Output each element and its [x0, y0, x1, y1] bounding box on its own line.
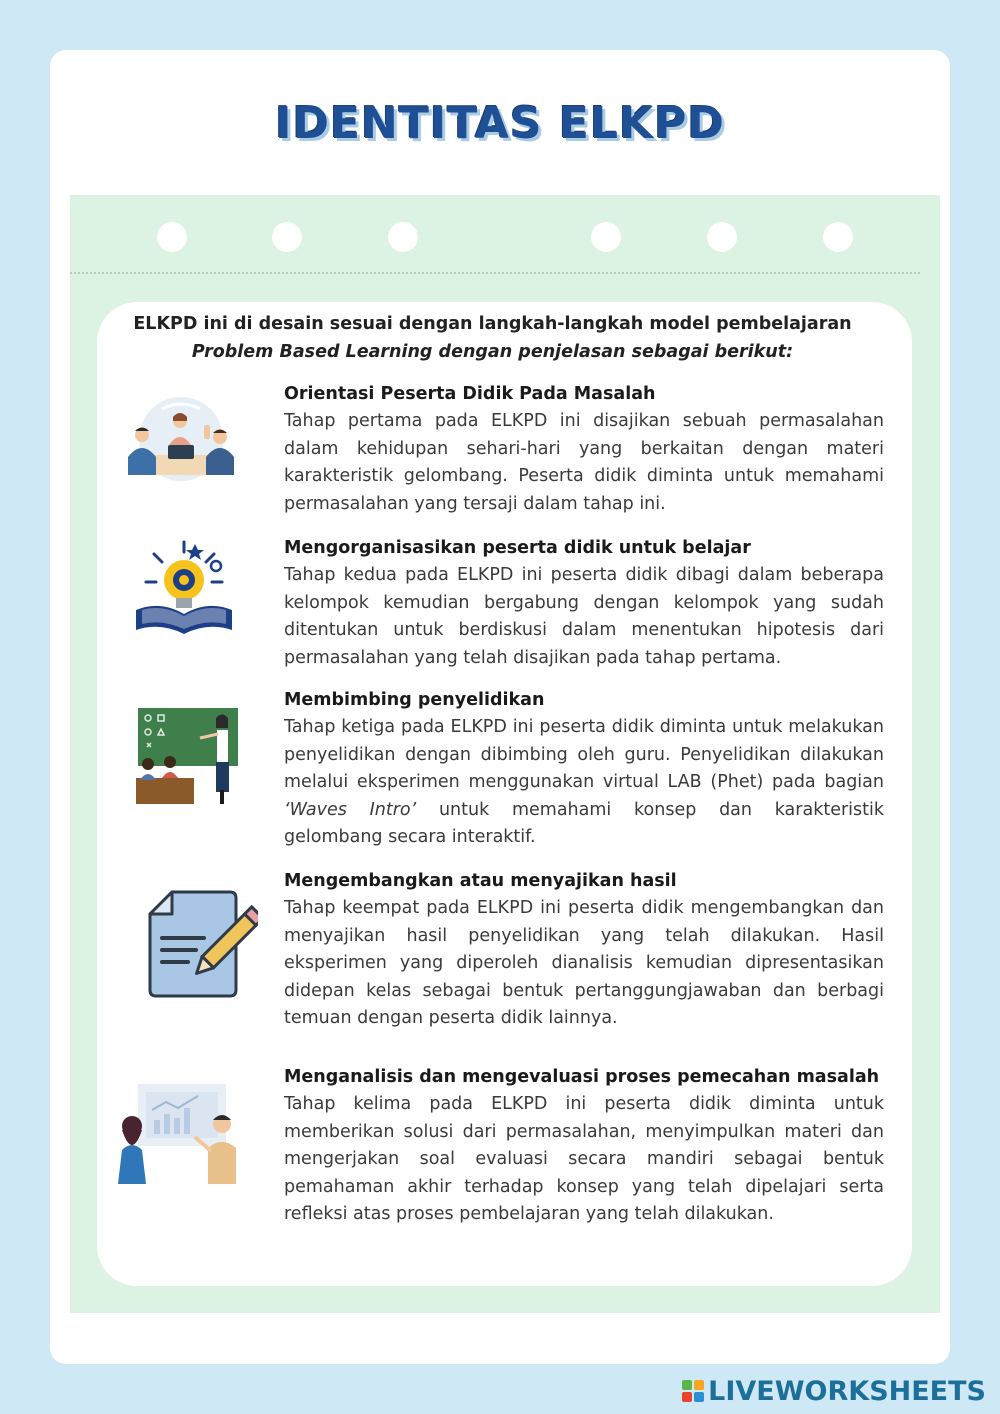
- step-orientasi: [284, 380, 884, 518]
- step-heading: Orientasi Peserta Didik Pada Masalah: [284, 384, 656, 404]
- page-title: IDENTITAS ELKPD: [275, 98, 725, 149]
- brand-name: LIVEWORKSHEETS: [708, 1375, 986, 1407]
- step-heading: Menganalisis dan mengevaluasi proses pemecahan masalah: [284, 1067, 880, 1087]
- step-body-text: untuk memahami konsep dan karakteristik gelombang secara interaktif.: [284, 799, 884, 848]
- step-body: Tahap kelima pada ELKPD ini peserta didik diminta untuk memberikan solusi dari permasalahan, menyimpulkan materi dan mengerjakan soal evaluasi secara mandiri sebagai bentuk pemahaman akhir terhadap konsep yang telah dipelajari serta refleksi atas proses pembelajaran yang telah dilakukan.: [284, 1094, 884, 1225]
- liveworksheets-brand: [682, 1376, 986, 1406]
- step-heading: Mengembangkan atau menyajikan hasil: [284, 871, 677, 891]
- binder-hole: [272, 222, 302, 252]
- binder-hole: [707, 222, 737, 252]
- step-heading: Membimbing penyelidikan: [284, 690, 545, 710]
- step-body-italic: ‘Waves Intro’: [284, 799, 417, 820]
- binder-hole: [157, 222, 187, 252]
- step-menganalisis: [284, 1063, 884, 1229]
- intro-emphasis: Problem Based Learning dengan penjelasan sebagai berikut:: [191, 342, 794, 362]
- intro-text: [105, 310, 880, 366]
- dotted-divider: [70, 272, 920, 274]
- liveworksheets-logo-icon: [682, 1380, 704, 1402]
- classroom-teacher-icon: [134, 706, 240, 808]
- presentation-chart-icon: [114, 1080, 246, 1186]
- step-body: Tahap keempat pada ELKPD ini peserta didik mengembangkan dan menyajikan hasil penyelidikan yang telah dilakukan. Hasil eksperimen yang diperoleh dianalisis kemudian dipresentasikan didepan kelas sebagai bentuk pertanggungjawaban dan berbagi temuan dengan peserta didik lainnya.: [284, 898, 884, 1029]
- step-membimbing: [284, 686, 884, 852]
- team-discussion-icon: [122, 395, 240, 487]
- binder-hole: [591, 222, 621, 252]
- document-pencil-icon: [142, 888, 258, 1004]
- intro-plain: ELKPD ini di desain sesuai dengan langkah-langkah model pembelajaran: [133, 314, 852, 334]
- lightbulb-book-icon: [132, 538, 240, 638]
- binder-hole: [823, 222, 853, 252]
- step-mengorganisasikan: [284, 534, 884, 672]
- step-body: Tahap kedua pada ELKPD ini peserta didik dibagi dalam beberapa kelompok kemudian bergabung dengan kelompok yang sudah ditentukan untuk berdiskusi dalam menentukan hipotesis dari permasalahan yang telah disajikan pada tahap pertama.: [284, 565, 884, 668]
- step-body-text: Tahap ketiga pada ELKPD ini peserta didik diminta untuk melakukan penyelidikan dengan dibimbing oleh guru. Penyelidikan dilakukan melalui eksperimen menggunakan virtual LAB (Phet) pada bagian: [284, 717, 884, 793]
- step-heading: Mengorganisasikan peserta didik untuk belajar: [284, 538, 751, 558]
- step-mengembangkan: [284, 867, 884, 1033]
- step-body: [284, 714, 884, 852]
- step-body: Tahap pertama pada ELKPD ini disajikan sebuah permasalahan dalam kehidupan sehari-hari yang berkaitan dengan materi karakteristik gelombang. Peserta didik diminta untuk memahami permasalahan yang tersaji dalam tahap ini.: [284, 411, 884, 514]
- binder-hole: [388, 222, 418, 252]
